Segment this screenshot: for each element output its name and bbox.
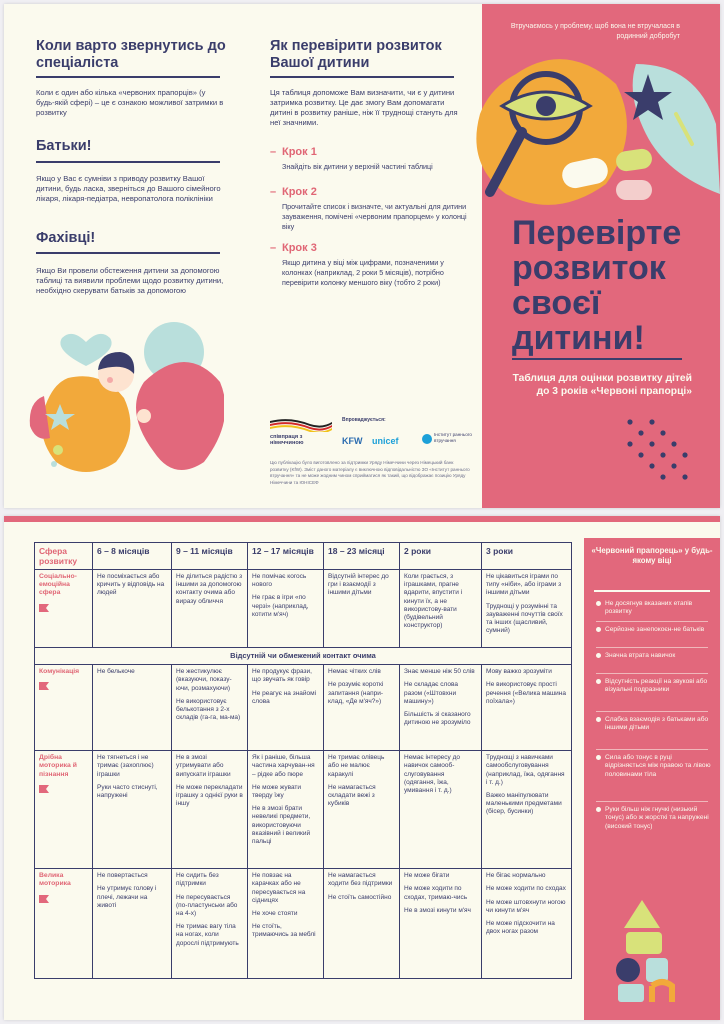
cell-text: Не стоїть, тримаючись за меблі: [252, 923, 316, 939]
divider: [512, 358, 682, 360]
cell-text: Не тримає олівець або не малює каракулі: [328, 754, 385, 778]
header-age: 18 – 23 місяці: [324, 543, 400, 570]
divider: [596, 621, 708, 622]
red-flag-panel: [584, 538, 720, 1020]
divider: [36, 161, 220, 163]
top-stripe: [4, 516, 720, 522]
cell-text: Не намагається ходити без підтримки: [328, 872, 393, 888]
table-cell: [400, 751, 482, 869]
cell-text: Не повертається: [97, 872, 148, 880]
table-cell: [248, 665, 324, 751]
check-heading: Як перевірити розвиток Вашої дитини: [270, 38, 442, 71]
table-row: [35, 751, 572, 869]
table-cell: [482, 751, 572, 869]
red-flag-icon: [39, 785, 49, 793]
cell-text: Не цікавиться іграми по типу «ніби», або іграми з іншими дітьми: [486, 573, 562, 597]
table-cell: [172, 751, 248, 869]
table-cell: [482, 869, 572, 979]
cell-text: Не посміхається або кричить у відповідь на людей: [97, 573, 165, 597]
step-1-text: Знайдіть вік дитини у верхній частині таблиці: [282, 162, 433, 171]
brochure-front: Коли варто звернутись до спеціаліста Коли є один або кілька «червоних прапорців» (у будь-якій сфері) – це є ознакою можливої затримки в розвитку Батьки! Якщо у Вас є сумніви з приводу розвитку Вашої дитини, будь ласка, зверніться до Вашого сімейного лікаря, лікаря-педіатра, невропатолога поліклініки Фахівці! Якщо Ви провели обстеження дитини за допомогою таблиці та виявили проблеми щодо розвитку дитини, необхідно скерувати батьків за допомогою Як перевірити розвиток Вашої дитини Ця таблиця допоможе Вам визначити, чи є у дитини затримка розвитку. Це дає змогу Вам допомагати дитині в розвитку раніше, ніж її труднощі стануть для неї значними. – Крок 1 Знайдіть вік дитини у верхній частині таблиці – Крок 2 Прочитайте список і визначте, чи актуальні для дитини зауваження, помічені «червоним прапорцем» у колонці віку – Крок 3 Якщо дитина у віці між цифрами, позначеними у колонках (наприклад, 2 роки 5 місяців), потрібно перевірити колонку меншого віку (тобто 2 роки) співпраця з німеччиною Впроваджується: KFW unicef Інститут раннього втручання Цю публікацію було виготовлено за підтримки Уряду Німеччини через Німецький банк розвитку (KfW). Зміст даного матеріалу є виключною відповідальністю ЗО «Інститут раннього втручання» та не може жодним чином сприйматися як такий, що відображає позицію Уряду Німеччини та ЮНІСЕФ Втручаємось у проблему, щоб вона не втручалася в родинний добробут Перевірте розвиток своєї дитини! Таблиця для оцінки розвитку дітей до 3 років «Червоні прапорці»: [4, 4, 720, 508]
red-flag-icon: [39, 895, 49, 903]
header-age: 3 роки: [482, 543, 572, 570]
cell-text: Не грає в ігри «по черзі» (наприклад, котити м'яч): [252, 594, 309, 618]
cell-text: Не розуміє короткі запитання (напри-клад, «Де м'яч?»): [328, 681, 384, 705]
specialist-heading: Коли варто звернутись до спеціаліста: [36, 38, 226, 71]
cell-text: Не утримує голову і плечі, лежачи на животі: [97, 885, 157, 909]
divider: [270, 76, 454, 78]
red-flag-icon: [39, 604, 49, 612]
cell-text: Труднощі у розумінні та зауваженні почуттів своїх та інших (щасливий, сумний): [486, 602, 563, 635]
red-flag-text: Руки більш ніж гнучкі (низький тонус) або ж жорсткі та напружені (високий тонус): [605, 806, 709, 830]
triangle-icon: [624, 900, 660, 928]
cell-text: Труднощі з навичками самообслуговування (наприклад, їжа, одягання і т. д.): [486, 754, 565, 786]
table-cell: [324, 570, 400, 648]
table-cell: [172, 570, 248, 648]
step-2-text: Прочитайте список і визначте, чи актуальні для дитини зауваження, помічені «червоним прапорцем» у колонці віку: [282, 202, 467, 231]
cell-text: Не в змозі утримувати або випускати іграшки: [176, 754, 231, 778]
table-cell: [324, 751, 400, 869]
red-flag-icon: [39, 682, 49, 690]
development-table: [34, 542, 572, 979]
divider: [36, 252, 220, 254]
divider: [596, 711, 708, 712]
parents-text: Якщо у Вас є сумніви з приводу розвитку Вашої дитини, будь ласка, зверніться до Вашого сімейного лікаря, лікаря-педіатра, невропатолога поліклініки: [36, 174, 221, 203]
table-cell: [324, 869, 400, 979]
bullet-icon: [596, 627, 601, 632]
table-cell: [400, 570, 482, 648]
table-cell: [172, 665, 248, 751]
bullet-icon: [596, 601, 601, 606]
footnote: Цю публікацію було виготовлено за підтримки Уряду Німеччини через Німецький банк розвитку (KfW). Зміст даного матеріалу є виключною відповідальністю ЗО «Інститут раннього втручання» та не може жодним чином сприйматися як такий, що відображає позицію Уряду Німеччини та ЮНІСЕФ: [270, 460, 470, 485]
parents-heading: Батьки!: [36, 138, 92, 154]
table-cell: [93, 570, 172, 648]
cell-text: Не складає слова разом («Штовхни машину»): [404, 681, 458, 705]
bullet-icon: [596, 679, 601, 684]
cell-text: Не белькоче: [97, 668, 135, 676]
table-cell: [93, 869, 172, 979]
unicef-logo: unicef: [372, 436, 399, 446]
cell-text: Коли грається, з іграшками, прагне вдарити, впустити і кинути їх, а не використову-вати (будівельний конструктор): [404, 573, 463, 630]
step-3-text: Якщо дитина у віці між цифрами, позначеними у колонках (наприклад, 2 роки 5 місяців), потрібно перевірити колонку меншого віку (тобто 2 роки): [282, 258, 444, 287]
coop-logo-text: співпраця з німеччиною: [270, 434, 304, 446]
divider: [596, 647, 708, 648]
circle-icon: [616, 958, 640, 982]
cell-text: Не в змозі кинути м'яч: [404, 906, 471, 914]
cell-text: Не сидить без підтримки: [176, 872, 219, 888]
cell-text: Не повзає на карачках або не пересувається на сідницях: [252, 872, 306, 904]
table-cell: [400, 869, 482, 979]
header-age: 9 – 11 місяців: [172, 543, 248, 570]
cell-text: Руки часто стиснуті, напружені: [97, 783, 158, 800]
magnifier-illustration: [466, 44, 720, 222]
cell-text: Не стоїть самостійно: [328, 893, 392, 901]
cell-text: Відсутній інтерес до гри і взаємодії з іншими дітьми: [328, 573, 389, 597]
step-2-label: Крок 2: [282, 186, 317, 198]
cell-text: Не використовує прості речення («Велика машина поїхала»): [486, 681, 566, 705]
child-illustration: [24, 322, 224, 482]
table-row: [35, 570, 572, 648]
cell-text: Не може бігати: [404, 872, 450, 880]
check-intro: Ця таблиця допоможе Вам визначити, чи є у дитини затримка розвитку. Це дає змогу Вам допомагати дитині в розвитку раніше, ніж її труднощі стануть для неї значними.: [270, 88, 458, 127]
merged-note: Відсутній чи обмежений контакт очима: [35, 648, 572, 665]
cell-text: Більшість зі сказаного дитиною не зрозуміло: [404, 711, 471, 727]
cell-text: Мову важко зрозуміти: [486, 668, 552, 676]
table-cell: [172, 869, 248, 979]
sphere-label: Дрібна моторика й пізнання: [39, 754, 77, 778]
table-cell: [248, 751, 324, 869]
red-flag-item: [596, 806, 712, 831]
table-cell: [248, 570, 324, 648]
red-flag-text: Не досягнув вказаних етапів розвитку: [605, 600, 693, 616]
specialist-text: Коли є один або кілька «червоних прапорців» (у будь-якій сфері) – це є ознакою можливої затримки в розвитку: [36, 88, 224, 117]
sphere-cell: [35, 751, 93, 869]
institute-logo-text: Інститут раннього втручання: [434, 432, 472, 443]
table-cell: [93, 665, 172, 751]
header-sphere: Сфера розвитку: [35, 543, 93, 570]
cover-subtitle: Таблиця для оцінки розвитку дітей до 3 років «Червоні прапорці»: [512, 373, 692, 397]
table-cell: [400, 665, 482, 751]
cell-text: Не хоче стояти: [252, 910, 298, 918]
cover-title: Перевірте розвиток своєї дитини!: [512, 214, 682, 357]
cell-text: Немає інтересу до навичок самооб-слуговування (одягання, їжа, умивання і т. д.): [404, 754, 461, 795]
red-flag-heading: «Червоний прапорець» у будь-якому віці: [591, 546, 713, 565]
table-row: [35, 648, 572, 665]
sphere-cell: [35, 869, 93, 979]
sphere-label: Велика моторика: [39, 872, 71, 888]
table-cell: [482, 570, 572, 648]
specialists-text: Якщо Ви провели обстеження дитини за допомогою таблиці та виявили проблеми щодо розвитку дитини, необхідно скерувати батьків за допомогою: [36, 266, 224, 295]
cell-text: Не може жувати тверду їжу: [252, 783, 302, 800]
cell-text: Не може ходити по сходах, тримаю-чись: [404, 885, 468, 901]
kfw-logo: KFW: [342, 436, 363, 446]
red-flag-text: Сила або тонус в руці відрізняється між правою та лівою половинами тіла: [605, 754, 711, 778]
red-flag-item: [596, 716, 712, 733]
red-flag-text: Серйозне занепокоєн-не батьків: [605, 626, 705, 633]
blocks-illustration: [612, 898, 696, 1004]
bullet-icon: [596, 653, 601, 658]
table-row: [35, 869, 572, 979]
red-flag-text: Відсутність реакції на звукові або візуальні подразники: [605, 678, 708, 694]
divider: [594, 590, 710, 592]
bullet-icon: [596, 717, 601, 722]
red-flag-item: [596, 754, 712, 779]
sphere-cell: [35, 570, 93, 648]
red-flag-item: [596, 652, 712, 660]
cell-text: Як і раніше, більша частина харчуван-ня – рідке або пюре: [252, 754, 315, 778]
cell-text: Не тримає вагу тіла на ногах, коли дорослі підтримують: [176, 923, 239, 947]
bullet-icon: [596, 755, 601, 760]
table-row: [35, 665, 572, 751]
cell-text: Не помічає когось нового: [252, 573, 307, 589]
header-age: 6 – 8 місяців: [93, 543, 172, 570]
divider: [596, 673, 708, 674]
red-flag-item: [596, 678, 712, 695]
cell-text: Важко маніпулювати маленькими предметами (бісер, бусинки): [486, 792, 562, 816]
table-cell: [248, 869, 324, 979]
cell-text: Не може ходити по сходах: [486, 885, 566, 893]
cell-text: Не намагається складати вежі з кубиків: [328, 783, 376, 808]
cell-text: Не може перекладати іграшку з однієї руки в іншу: [176, 783, 243, 808]
dots-decoration: [624, 416, 694, 488]
cell-text: Не пересувається (по-пластунськи або на 4-х): [176, 893, 238, 918]
brochure-back: [4, 516, 720, 1020]
red-flag-item: [596, 600, 712, 617]
table-cell: [324, 665, 400, 751]
divider: [36, 76, 220, 78]
red-flag-text: Значна втрата навичок: [605, 652, 676, 659]
implemented-label: Впроваджується:: [342, 417, 386, 423]
header-age: 2 роки: [400, 543, 482, 570]
red-flag-item: [596, 626, 712, 634]
cell-text: Не реагує на знайомі слова: [252, 689, 317, 705]
specialists-heading: Фахівці!: [36, 230, 96, 246]
cell-text: Не жестикулює (вказуючи, показу-ючи, розмахуючи): [176, 668, 232, 692]
tagline: Втручаємось у проблему, щоб вона не втручалася в родинний добробут: [510, 23, 680, 40]
step-1-label: Крок 1: [282, 146, 317, 158]
sphere-label: Соціально-емоційна сфера: [39, 573, 77, 597]
cell-text: Немає чітких слів: [328, 668, 381, 676]
cell-text: Знає менше ніж 50 слів: [404, 668, 475, 676]
sphere-cell: [35, 665, 93, 751]
sphere-label: Комунікація: [39, 668, 80, 676]
cell-text: Не ділиться радістю з іншими за допомогою контакту очима або виразу обличчя: [176, 573, 243, 605]
table-cell: [482, 665, 572, 751]
divider: [596, 801, 708, 802]
cover-panel: [482, 4, 720, 508]
red-flag-text: Слабка взаємодія з батьками або іншими дітьми: [605, 716, 709, 732]
cell-text: Не продукує фрази, що звучать як говір: [252, 668, 312, 684]
table-header-row: [35, 543, 572, 570]
step-3-label: Крок 3: [282, 242, 317, 254]
cell-text: Не використовує белькотання з 2-х складів (га-га, ма-ма): [176, 697, 241, 722]
cell-text: Не бігає нормально: [486, 872, 546, 880]
bullet-icon: [596, 807, 601, 812]
cell-text: Не в змозі брати невеликі предмети, використовуючи вказівний і великий пальці: [252, 805, 311, 846]
table-cell: [93, 751, 172, 869]
germany-flag-logo: [270, 418, 332, 432]
institute-logo-icon: [422, 434, 432, 444]
header-age: 12 – 17 місяців: [248, 543, 324, 570]
cell-text: Не тягнеться і не тримає (захоплює) іграшки: [97, 754, 154, 778]
cell-text: Не може підскочити на двох ногах разом: [486, 920, 555, 936]
cell-text: Не може штовхнути ногою чи кинути м'яч: [486, 898, 566, 914]
divider: [596, 749, 708, 750]
